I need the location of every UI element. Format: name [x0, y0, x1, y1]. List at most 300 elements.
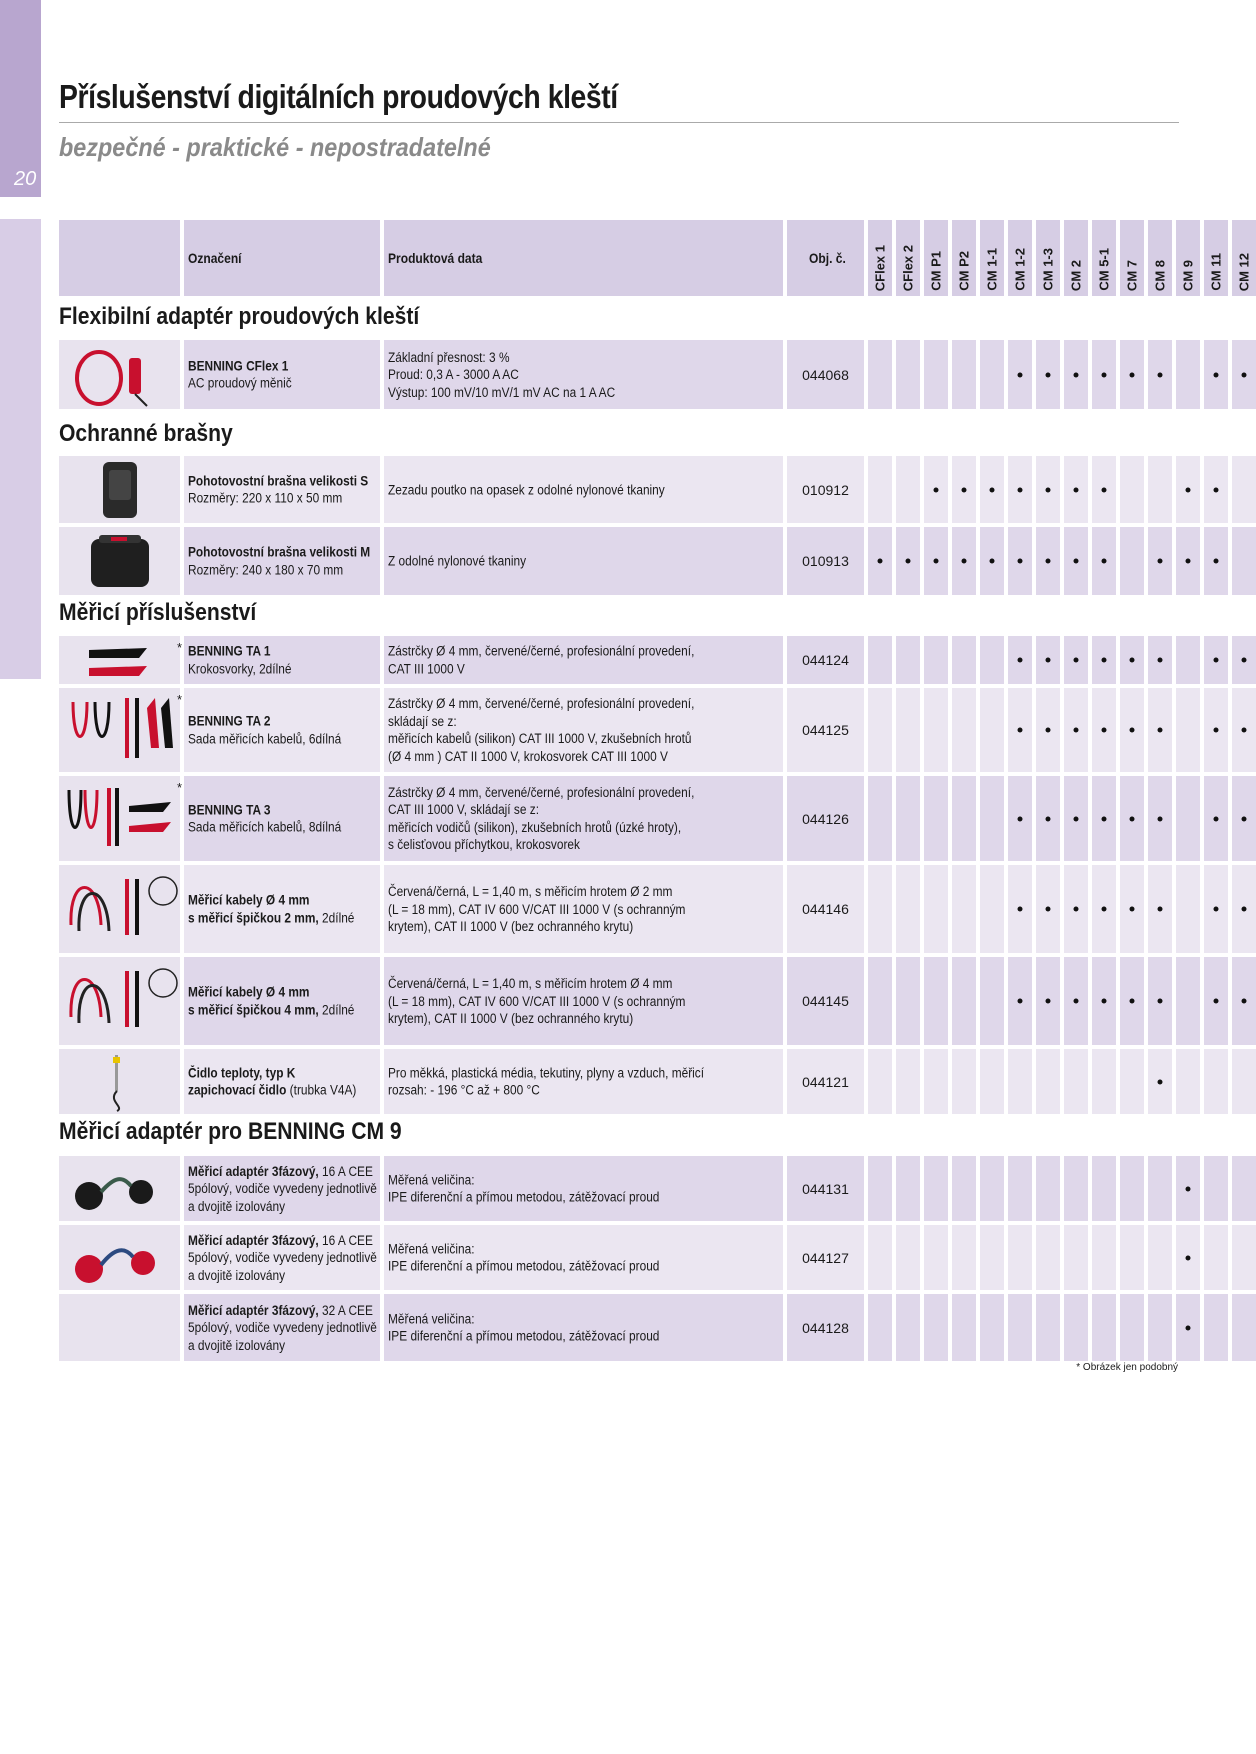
section-title: Měřicí adaptér pro BENNING CM 9: [59, 1118, 402, 1145]
product-data-line: měřicích kabelů (silikon) CAT III 1000 V, zkušebních hrotů: [388, 731, 692, 746]
compat-dot: [1018, 372, 1023, 377]
product-name-bold: BENNING TA 3: [188, 802, 271, 817]
header-produktova-data: Produktová data: [388, 250, 483, 266]
header-model-col: [924, 220, 948, 296]
order-number-cell: [787, 1156, 864, 1221]
header-model-col: [896, 220, 920, 296]
product-image-cell: [59, 688, 180, 772]
order-number: 044124: [802, 652, 849, 668]
compat-dot: [1130, 907, 1135, 912]
compat-cell: [1008, 865, 1032, 953]
compat-cell: [896, 1294, 920, 1361]
side-tab-lower: [0, 219, 41, 679]
product-name-cell: [184, 456, 380, 523]
compat-cell: [1092, 957, 1116, 1045]
compat-cell: [1064, 776, 1088, 861]
compat-dot: [1214, 658, 1219, 663]
compat-dot: [1018, 658, 1023, 663]
product-data-line: (L = 18 mm), CAT IV 600 V/CAT III 1000 V (s ochranným: [388, 901, 686, 917]
product-name-line: a dvojitě izolovány: [188, 1267, 286, 1283]
product-name-line: 5pólový, vodiče vyvedeny jednotlivě: [188, 1249, 377, 1265]
product-name-bold: Měřicí adaptér 3fázový,: [188, 1163, 319, 1179]
compat-dot: [1102, 658, 1107, 663]
order-number: 044145: [802, 993, 849, 1009]
compat-cell: [1036, 688, 1060, 772]
compat-dot: [1158, 1079, 1163, 1084]
compat-cell: [1092, 456, 1116, 523]
product-name-rest: 32 A CEE: [318, 1302, 373, 1318]
compat-dot: [1242, 728, 1247, 733]
compat-cell: [924, 1156, 948, 1221]
product-data-line: Měřená veličina:: [388, 1311, 475, 1326]
compat-cell: [980, 688, 1004, 772]
compat-cell: [1148, 1049, 1172, 1114]
footnote-marker: *: [176, 692, 182, 707]
compat-dot: [1130, 728, 1135, 733]
adapter-16a-red-icon: [59, 1225, 180, 1290]
compat-cell: [1036, 456, 1060, 523]
compat-cell: [1008, 776, 1032, 861]
product-name-line: [188, 643, 291, 661]
compat-dot: [1018, 999, 1023, 1004]
compat-cell: [924, 340, 948, 409]
footnote: * Obrázek jen podobný: [1076, 1362, 1178, 1373]
product-data-line: (L = 18 mm), CAT IV 600 V/CAT III 1000 V (s ochranným: [388, 993, 686, 1009]
product-data: [388, 1064, 747, 1099]
product-name-cell: [184, 340, 380, 409]
compat-cell: [952, 1225, 976, 1290]
order-number-cell: [787, 340, 864, 409]
product-name-rest: 16 A CEE: [318, 1163, 373, 1179]
header-model-col: [868, 220, 892, 296]
product-name-line: [188, 713, 341, 731]
product-name-bold: s měřicí špičkou 2 mm,: [188, 910, 319, 925]
product-name-rest: 16 A CEE: [318, 1232, 373, 1248]
product-data-line: Pro měkká, plastická média, tekutiny, plyny a vzduch, měřicí: [388, 1065, 705, 1080]
section-title: Ochranné brašny: [59, 420, 233, 447]
compat-cell: [952, 1156, 976, 1221]
product-name-line: Rozměry: 220 x 110 x 50 mm: [188, 490, 343, 506]
product-data-cell: [384, 636, 783, 684]
product-image-cell: [59, 957, 180, 1045]
compat-cell: [952, 1294, 976, 1361]
header-model-label: CFlex 1: [872, 244, 888, 291]
compat-dot: [1046, 907, 1051, 912]
compat-cell: [1092, 1049, 1116, 1114]
test-lead-set-6-icon: [59, 688, 180, 772]
table-row: [59, 456, 1179, 523]
product-data-line: IPE diferenční a přímou metodou, zátěžovací proud: [388, 1328, 660, 1344]
compat-cell: [1232, 456, 1256, 523]
header-model-label: CM 1-3: [1040, 248, 1056, 291]
compat-cell: [1036, 636, 1060, 684]
product-data-line: Měřená veličina:: [388, 1241, 475, 1256]
compat-cell: [1092, 527, 1116, 595]
product-data: [388, 784, 736, 854]
header-oznaceni-cell: [184, 220, 380, 296]
compat-dot: [1186, 559, 1191, 564]
product-name-cell: [184, 1156, 380, 1221]
compat-cell: [1176, 957, 1200, 1045]
compat-dot: [1018, 487, 1023, 492]
compat-cell: [896, 340, 920, 409]
product-name-bold: Měřicí kabely Ø 4 mm: [188, 892, 310, 908]
compat-cell: [1092, 1294, 1116, 1361]
compat-cell: [924, 957, 948, 1045]
compat-cell: [1204, 1049, 1228, 1114]
compat-dot: [1158, 559, 1163, 564]
footnote-marker: *: [176, 640, 182, 655]
order-number-cell: [787, 456, 864, 523]
compat-dot: [1074, 728, 1079, 733]
compat-dot: [1046, 559, 1051, 564]
table-row: [59, 1294, 1179, 1361]
header-oznaceni: Označení: [188, 250, 242, 266]
product-name-bold: Měřicí adaptér 3fázový,: [188, 1232, 319, 1248]
product-data-cell: [384, 776, 783, 861]
product-data: [388, 883, 726, 936]
compat-dot: [1186, 1255, 1191, 1260]
product-name-line: [188, 892, 354, 910]
product-name: [188, 1064, 379, 1099]
compat-cell: [1120, 340, 1144, 409]
product-data: [388, 481, 702, 499]
compat-dot: [1018, 907, 1023, 912]
order-number: 044125: [802, 722, 849, 738]
product-name-cell: [184, 527, 380, 595]
product-data-cell: [384, 688, 783, 772]
compat-dot: [1186, 487, 1191, 492]
compat-dot: [1130, 816, 1135, 821]
compat-cell: [1232, 1156, 1256, 1221]
product-image-cell: [59, 527, 180, 595]
header-model-label: CFlex 2: [900, 244, 916, 291]
compat-dot: [1214, 907, 1219, 912]
compat-dot: [1158, 999, 1163, 1004]
compat-cell: [1036, 1225, 1060, 1290]
compat-dot: [1158, 372, 1163, 377]
compat-cell: [1204, 776, 1228, 861]
compat-cell: [1232, 865, 1256, 953]
product-name-line: 5pólový, vodiče vyvedeny jednotlivě: [188, 1180, 377, 1196]
compat-cell: [1064, 1156, 1088, 1221]
compat-cell: [924, 1294, 948, 1361]
compat-cell: [868, 1294, 892, 1361]
product-name-line: [188, 1162, 377, 1180]
compat-cell: [924, 776, 948, 861]
header-model-label: CM 12: [1236, 252, 1252, 291]
product-data-cell: [384, 1225, 783, 1290]
order-number-cell: [787, 688, 864, 772]
product-name: [188, 357, 306, 392]
compat-cell: [1008, 1156, 1032, 1221]
table-row: [59, 1049, 1179, 1114]
compat-cell: [1008, 636, 1032, 684]
section-title: Měřicí příslušenství: [59, 599, 257, 626]
header-model-label: CM 5-1: [1096, 248, 1112, 291]
compat-dot: [1074, 816, 1079, 821]
compat-cell: [1120, 527, 1144, 595]
compat-cell: [1148, 1294, 1172, 1361]
compat-cell: [1036, 957, 1060, 1045]
product-image-cell: [59, 1049, 180, 1114]
product-name-line: [188, 1231, 377, 1249]
order-number-cell: [787, 636, 864, 684]
compat-cell: [896, 1225, 920, 1290]
compat-dot: [1074, 487, 1079, 492]
compat-dot: [1074, 999, 1079, 1004]
header-produktova-data-cell: [384, 220, 783, 296]
product-data-line: Červená/černá, L = 1,40 m, s měřicím hrotem Ø 2 mm: [388, 883, 673, 899]
compat-cell: [1148, 957, 1172, 1045]
compat-cell: [1232, 1049, 1256, 1114]
compat-cell: [980, 527, 1004, 595]
compat-cell: [980, 957, 1004, 1045]
header-image-cell: [59, 220, 180, 296]
compat-dot: [1074, 559, 1079, 564]
compat-dot: [1046, 487, 1051, 492]
product-data-line: skládají se z:: [388, 713, 457, 729]
product-name-line: 5pólový, vodiče vyvedeny jednotlivě: [188, 1319, 377, 1335]
table-row: [59, 688, 1179, 772]
product-name-line: Krokosvorky, 2dílné: [188, 661, 292, 676]
compat-dot: [906, 559, 911, 564]
compat-cell: [1148, 636, 1172, 684]
compat-cell: [1176, 1156, 1200, 1221]
compat-dot: [1046, 658, 1051, 663]
compat-cell: [1036, 1156, 1060, 1221]
compat-cell: [1120, 1225, 1144, 1290]
product-name: [188, 1301, 403, 1354]
compat-dot: [934, 487, 939, 492]
table-row: [59, 636, 1179, 684]
table-row: [59, 1156, 1179, 1221]
product-image-cell: [59, 340, 180, 409]
compat-dot: [1242, 907, 1247, 912]
header-model-col: [952, 220, 976, 296]
compat-cell: [1008, 1294, 1032, 1361]
product-data-cell: [384, 957, 783, 1045]
compat-cell: [952, 957, 976, 1045]
compat-cell: [924, 527, 948, 595]
product-name-bold: zapichovací čidlo: [188, 1082, 287, 1098]
header-model-label: CM 2: [1068, 259, 1084, 291]
product-name: [188, 892, 377, 927]
product-name-line: Sada měřicích kabelů, 8dílná: [188, 819, 342, 835]
compat-dot: [1074, 372, 1079, 377]
product-name-line: [188, 1064, 356, 1082]
compat-cell: [1064, 340, 1088, 409]
test-leads-4mm-icon: [59, 957, 180, 1045]
compat-cell: [868, 527, 892, 595]
compat-cell: [1064, 688, 1088, 772]
compat-cell: [1204, 340, 1228, 409]
compat-cell: [952, 340, 976, 409]
product-data-cell: [384, 527, 783, 595]
compat-cell: [1204, 456, 1228, 523]
order-number-cell: [787, 1049, 864, 1114]
product-data-line: Zástrčky Ø 4 mm, červené/černé, profesionální provedení,: [388, 696, 695, 711]
product-name-line: Rozměry: 240 x 180 x 70 mm: [188, 562, 344, 577]
compat-cell: [1148, 527, 1172, 595]
product-data-cell: [384, 1294, 783, 1361]
compat-dot: [1102, 372, 1107, 377]
product-name-bold: Pohotovostní brašna velikosti S: [188, 473, 369, 488]
compat-dot: [1214, 816, 1219, 821]
header-model-col: [1064, 220, 1088, 296]
compat-cell: [1008, 340, 1032, 409]
compat-cell: [1204, 1225, 1228, 1290]
compat-cell: [1176, 527, 1200, 595]
compat-cell: [1176, 1294, 1200, 1361]
compat-cell: [1120, 776, 1144, 861]
compat-cell: [1120, 456, 1144, 523]
compat-cell: [1176, 1225, 1200, 1290]
compat-dot: [1102, 907, 1107, 912]
compat-cell: [868, 865, 892, 953]
compat-dot: [1158, 658, 1163, 663]
compat-cell: [868, 1156, 892, 1221]
compat-cell: [1232, 636, 1256, 684]
compat-cell: [896, 1049, 920, 1114]
compat-cell: [980, 340, 1004, 409]
header-model-col: [1008, 220, 1032, 296]
compat-cell: [868, 776, 892, 861]
order-number: 044068: [802, 366, 849, 383]
compat-dot: [1130, 999, 1135, 1004]
compat-cell: [924, 1225, 948, 1290]
compat-dot: [1046, 728, 1051, 733]
compat-dot: [1046, 816, 1051, 821]
compat-cell: [1120, 1294, 1144, 1361]
compat-cell: [1204, 1294, 1228, 1361]
compat-cell: [1120, 1156, 1144, 1221]
compat-dot: [1102, 999, 1107, 1004]
compat-cell: [1204, 865, 1228, 953]
product-name-line: a dvojitě izolovány: [188, 1198, 286, 1214]
product-name-rest: 2dílné: [318, 1002, 355, 1017]
product-name: [188, 544, 395, 579]
header-model-col: [1232, 220, 1256, 296]
product-data-cell: [384, 1156, 783, 1221]
order-number-cell: [787, 957, 864, 1045]
compat-cell: [1232, 340, 1256, 409]
compat-dot: [1018, 816, 1023, 821]
compat-dot: [1214, 487, 1219, 492]
order-number: 044131: [802, 1180, 849, 1197]
compat-cell: [868, 1049, 892, 1114]
product-name-line: [188, 984, 354, 1002]
product-data-line: (Ø 4 mm ) CAT II 1000 V, krokosvorek CAT III 1000 V: [388, 748, 668, 764]
compat-cell: [896, 527, 920, 595]
header-model-label: CM 1-2: [1012, 248, 1028, 291]
product-image-cell: [59, 1156, 180, 1221]
compat-cell: [1064, 1049, 1088, 1114]
compat-cell: [1232, 1294, 1256, 1361]
compat-cell: [1036, 776, 1060, 861]
product-name-line: a dvojitě izolovány: [188, 1337, 286, 1353]
table-row: [59, 776, 1179, 861]
compat-cell: [924, 636, 948, 684]
compat-cell: [868, 1225, 892, 1290]
compat-cell: [1148, 688, 1172, 772]
compat-cell: [1120, 688, 1144, 772]
header-obj: Obj. č.: [809, 250, 846, 266]
header-model-label: CM 7: [1124, 259, 1140, 291]
compat-cell: [1232, 776, 1256, 861]
compat-cell: [980, 1156, 1004, 1221]
product-name-cell: [184, 957, 380, 1045]
compat-cell: [896, 456, 920, 523]
compat-dot: [1046, 372, 1051, 377]
compat-cell: [1092, 636, 1116, 684]
compat-cell: [1008, 1225, 1032, 1290]
order-number: 044126: [802, 810, 849, 827]
compat-cell: [896, 636, 920, 684]
compat-cell: [980, 636, 1004, 684]
compat-cell: [952, 688, 976, 772]
compat-cell: [1092, 688, 1116, 772]
header-model-label: CM 1-1: [984, 248, 1000, 291]
product-data-line: rozsah: - 196 °C až + 800 °C: [388, 1082, 540, 1098]
compat-cell: [1204, 636, 1228, 684]
compat-cell: [1092, 1225, 1116, 1290]
product-data-line: CAT III 1000 V, skládají se z:: [388, 802, 540, 817]
compat-cell: [1232, 688, 1256, 772]
compat-cell: [1036, 1049, 1060, 1114]
compat-dot: [1102, 487, 1107, 492]
product-name: [188, 984, 377, 1019]
compat-cell: [952, 456, 976, 523]
compat-cell: [1008, 957, 1032, 1045]
compat-cell: [1120, 957, 1144, 1045]
product-data-line: IPE diferenční a přímou metodou, zátěžovací proud: [388, 1258, 660, 1274]
compat-dot: [1074, 907, 1079, 912]
order-number-cell: [787, 1294, 864, 1361]
header-model-label: CM P2: [956, 251, 972, 291]
order-number-cell: [787, 865, 864, 953]
compat-dot: [1214, 999, 1219, 1004]
product-name-line: [188, 1301, 377, 1319]
compat-dot: [1158, 816, 1163, 821]
compat-dot: [1186, 1325, 1191, 1330]
compat-cell: [1008, 688, 1032, 772]
compat-cell: [952, 636, 976, 684]
compat-cell: [924, 1049, 948, 1114]
order-number-cell: [787, 776, 864, 861]
product-name-rest: (trubka V4A): [286, 1082, 357, 1098]
compat-cell: [1008, 527, 1032, 595]
compat-cell: [1176, 1049, 1200, 1114]
compat-cell: [1064, 527, 1088, 595]
compat-cell: [1064, 865, 1088, 953]
compat-cell: [1120, 1049, 1144, 1114]
compat-dot: [962, 487, 967, 492]
product-image-cell: [59, 1294, 180, 1361]
product-name-cell: [184, 776, 380, 861]
product-name-line: [188, 801, 341, 819]
product-name: [188, 472, 393, 507]
compat-dot: [1242, 372, 1247, 377]
product-name-line: AC proudový měnič: [188, 375, 292, 391]
compat-cell: [1120, 636, 1144, 684]
product-data-line: Měřená veličina:: [388, 1172, 475, 1187]
compat-cell: [952, 776, 976, 861]
product-name-line: [188, 472, 368, 490]
compat-cell: [980, 1049, 1004, 1114]
compat-cell: [1176, 456, 1200, 523]
product-data-line: Z odolné nylonové tkaniny: [388, 553, 527, 569]
